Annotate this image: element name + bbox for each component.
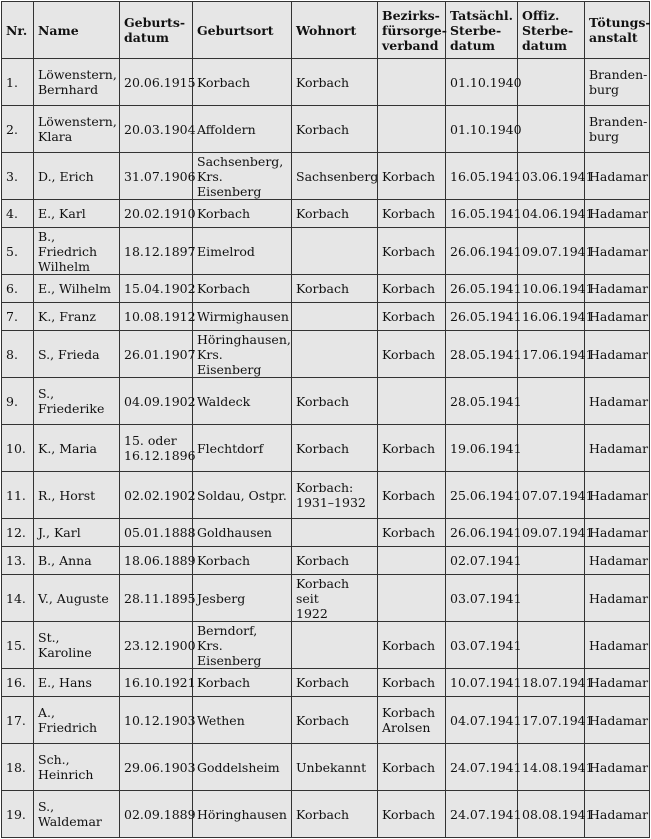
cell-birth-date: 02.02.1902 <box>120 472 193 519</box>
cell-birth-date: 20.03.1904 <box>120 106 193 153</box>
cell-birth-date: 26.01.1907 <box>120 331 193 378</box>
cell-birthplace: Soldau, Ostpr. <box>193 472 292 519</box>
cell-welfare-association: Korbach <box>378 744 446 791</box>
cell-killing-facility: Hadamar <box>585 200 650 228</box>
cell-birthplace: Affoldern <box>193 106 292 153</box>
cell-birthplace: Wethen <box>193 697 292 744</box>
cell-welfare-association: Korbach <box>378 425 446 472</box>
cell-birthplace: Korbach <box>193 59 292 106</box>
cell-official-death-date: 18.07.1941 <box>518 669 585 697</box>
header-row <box>2 2 650 59</box>
cell-killing-facility: Branden- burg <box>585 106 650 153</box>
cell-name: J., Karl <box>34 519 120 547</box>
cell-nr: 12. <box>2 519 34 547</box>
cell-killing-facility: Hadamar <box>585 228 650 275</box>
table-row <box>2 697 650 744</box>
cell-residence: Korbach <box>292 59 378 106</box>
cell-birth-date: 31.07.1906 <box>120 153 193 200</box>
cell-name: E., Wilhelm <box>34 275 120 303</box>
table-row <box>2 622 650 669</box>
cell-official-death-date: 16.06.1941 <box>518 303 585 331</box>
cell-actual-death-date: 01.10.1940 <box>446 59 518 106</box>
header-killing-facility: Tötungs- anstalt <box>585 2 650 59</box>
table-row <box>2 275 650 303</box>
cell-residence: Korbach <box>292 106 378 153</box>
header-birthplace: Geburtsort <box>193 2 292 59</box>
cell-killing-facility: Hadamar <box>585 153 650 200</box>
table-row <box>2 200 650 228</box>
table-row <box>2 744 650 791</box>
cell-official-death-date <box>518 106 585 153</box>
cell-nr: 17. <box>2 697 34 744</box>
cell-killing-facility: Hadamar <box>585 744 650 791</box>
cell-official-death-date <box>518 59 585 106</box>
cell-name: Sch., Heinrich <box>34 744 120 791</box>
cell-nr: 9. <box>2 378 34 425</box>
cell-actual-death-date: 10.07.1941 <box>446 669 518 697</box>
cell-residence: Korbach <box>292 697 378 744</box>
cell-residence <box>292 622 378 669</box>
table-row <box>2 519 650 547</box>
cell-actual-death-date: 01.10.1940 <box>446 106 518 153</box>
cell-welfare-association: Korbach Arolsen <box>378 697 446 744</box>
cell-welfare-association: Korbach <box>378 228 446 275</box>
cell-official-death-date: 07.07.1941 <box>518 472 585 519</box>
cell-birthplace: Sachsenberg, Krs. Eisenberg <box>193 153 292 200</box>
cell-residence: Korbach <box>292 669 378 697</box>
cell-name: D., Erich <box>34 153 120 200</box>
cell-actual-death-date: 25.06.1941 <box>446 472 518 519</box>
cell-actual-death-date: 02.07.1941 <box>446 547 518 575</box>
cell-birthplace: Höringhausen <box>193 791 292 838</box>
cell-name: E., Hans <box>34 669 120 697</box>
table-row <box>2 59 650 106</box>
cell-residence: Korbach seit 1922 <box>292 575 378 622</box>
cell-birth-date: 18.06.1889 <box>120 547 193 575</box>
cell-nr: 2. <box>2 106 34 153</box>
cell-welfare-association: Korbach <box>378 472 446 519</box>
cell-nr: 18. <box>2 744 34 791</box>
cell-official-death-date <box>518 547 585 575</box>
cell-welfare-association: Korbach <box>378 791 446 838</box>
cell-nr: 3. <box>2 153 34 200</box>
cell-official-death-date <box>518 425 585 472</box>
cell-killing-facility: Hadamar <box>585 519 650 547</box>
header-official-death-date: Offiz. Sterbe- datum <box>518 2 585 59</box>
cell-official-death-date: 09.07.1941 <box>518 519 585 547</box>
cell-nr: 1. <box>2 59 34 106</box>
cell-actual-death-date: 28.05.1941 <box>446 378 518 425</box>
table-row <box>2 153 650 200</box>
cell-nr: 14. <box>2 575 34 622</box>
header-actual-death-date: Tatsächl. Sterbe- datum <box>446 2 518 59</box>
cell-name: Löwenstern, Klara <box>34 106 120 153</box>
cell-actual-death-date: 16.05.1941 <box>446 200 518 228</box>
table-row <box>2 547 650 575</box>
cell-welfare-association <box>378 378 446 425</box>
cell-birth-date: 29.06.1903 <box>120 744 193 791</box>
cell-welfare-association <box>378 575 446 622</box>
cell-name: B., Anna <box>34 547 120 575</box>
cell-actual-death-date: 24.07.1941 <box>446 791 518 838</box>
cell-killing-facility: Hadamar <box>585 303 650 331</box>
cell-nr: 5. <box>2 228 34 275</box>
cell-welfare-association: Korbach <box>378 669 446 697</box>
cell-nr: 13. <box>2 547 34 575</box>
cell-name: K., Franz <box>34 303 120 331</box>
cell-residence <box>292 303 378 331</box>
table-row <box>2 575 650 622</box>
cell-birth-date: 23.12.1900 <box>120 622 193 669</box>
cell-birth-date: 20.06.1915 <box>120 59 193 106</box>
cell-killing-facility: Hadamar <box>585 472 650 519</box>
header-nr: Nr. <box>2 2 34 59</box>
cell-residence <box>292 331 378 378</box>
cell-nr: 8. <box>2 331 34 378</box>
cell-welfare-association <box>378 59 446 106</box>
cell-nr: 11. <box>2 472 34 519</box>
cell-actual-death-date: 26.06.1941 <box>446 519 518 547</box>
cell-killing-facility: Hadamar <box>585 575 650 622</box>
cell-official-death-date: 08.08.1941 <box>518 791 585 838</box>
table-row <box>2 791 650 838</box>
cell-welfare-association <box>378 106 446 153</box>
header-name: Name <box>34 2 120 59</box>
cell-birth-date: 15. oder 16.12.1896 <box>120 425 193 472</box>
cell-actual-death-date: 19.06.1941 <box>446 425 518 472</box>
cell-birth-date: 15.04.1902 <box>120 275 193 303</box>
cell-welfare-association: Korbach <box>378 275 446 303</box>
cell-nr: 4. <box>2 200 34 228</box>
cell-residence: Sachsenberg <box>292 153 378 200</box>
cell-official-death-date: 17.07.1941 <box>518 697 585 744</box>
cell-birthplace: Flechtdorf <box>193 425 292 472</box>
cell-birthplace: Eimelrod <box>193 228 292 275</box>
table-row <box>2 378 650 425</box>
cell-name: K., Maria <box>34 425 120 472</box>
cell-birthplace: Goddelsheim <box>193 744 292 791</box>
cell-birth-date: 10.08.1912 <box>120 303 193 331</box>
cell-residence: Korbach <box>292 378 378 425</box>
cell-residence: Korbach <box>292 425 378 472</box>
table-row <box>2 472 650 519</box>
cell-birthplace: Korbach <box>193 200 292 228</box>
cell-name: E., Karl <box>34 200 120 228</box>
cell-official-death-date <box>518 575 585 622</box>
cell-residence <box>292 519 378 547</box>
cell-killing-facility: Hadamar <box>585 331 650 378</box>
cell-birthplace: Höringhausen, Krs. Eisenberg <box>193 331 292 378</box>
cell-name: S., Waldemar <box>34 791 120 838</box>
cell-name: St., Karoline <box>34 622 120 669</box>
cell-nr: 19. <box>2 791 34 838</box>
cell-actual-death-date: 24.07.1941 <box>446 744 518 791</box>
cell-actual-death-date: 28.05.1941 <box>446 331 518 378</box>
cell-residence <box>292 228 378 275</box>
table-row <box>2 669 650 697</box>
cell-residence: Korbach: 1931–1932 <box>292 472 378 519</box>
cell-residence: Unbekannt <box>292 744 378 791</box>
header-birth-date: Geburts- datum <box>120 2 193 59</box>
table-row <box>2 425 650 472</box>
cell-killing-facility: Hadamar <box>585 425 650 472</box>
cell-birth-date: 28.11.1895 <box>120 575 193 622</box>
cell-birthplace: Waldeck <box>193 378 292 425</box>
cell-name: V., Auguste <box>34 575 120 622</box>
cell-killing-facility: Hadamar <box>585 275 650 303</box>
cell-birthplace: Wirmighausen <box>193 303 292 331</box>
cell-killing-facility: Branden- burg <box>585 59 650 106</box>
cell-birth-date: 05.01.1888 <box>120 519 193 547</box>
cell-birth-date: 04.09.1902 <box>120 378 193 425</box>
cell-welfare-association: Korbach <box>378 303 446 331</box>
cell-welfare-association: Korbach <box>378 200 446 228</box>
cell-residence: Korbach <box>292 791 378 838</box>
cell-actual-death-date: 03.07.1941 <box>446 575 518 622</box>
table-row <box>2 228 650 275</box>
cell-name: S., Friederike <box>34 378 120 425</box>
cell-birthplace: Korbach <box>193 547 292 575</box>
cell-killing-facility: Hadamar <box>585 622 650 669</box>
cell-nr: 7. <box>2 303 34 331</box>
cell-birth-date: 16.10.1921 <box>120 669 193 697</box>
cell-official-death-date: 14.08.1941 <box>518 744 585 791</box>
cell-killing-facility: Hadamar <box>585 697 650 744</box>
cell-actual-death-date: 26.05.1941 <box>446 275 518 303</box>
cell-name: B., Friedrich Wilhelm <box>34 228 120 275</box>
cell-welfare-association: Korbach <box>378 519 446 547</box>
cell-birthplace: Korbach <box>193 669 292 697</box>
cell-residence: Korbach <box>292 200 378 228</box>
cell-official-death-date: 17.06.1941 <box>518 331 585 378</box>
cell-name: R., Horst <box>34 472 120 519</box>
cell-name: Löwenstern, Bernhard <box>34 59 120 106</box>
cell-residence: Korbach <box>292 275 378 303</box>
cell-birth-date: 02.09.1889 <box>120 791 193 838</box>
table-row <box>2 303 650 331</box>
cell-actual-death-date: 03.07.1941 <box>446 622 518 669</box>
cell-killing-facility: Hadamar <box>585 378 650 425</box>
cell-birth-date: 10.12.1903 <box>120 697 193 744</box>
cell-welfare-association: Korbach <box>378 331 446 378</box>
cell-birthplace: Goldhausen <box>193 519 292 547</box>
cell-actual-death-date: 26.06.1941 <box>446 228 518 275</box>
cell-actual-death-date: 26.05.1941 <box>446 303 518 331</box>
cell-name: S., Frieda <box>34 331 120 378</box>
cell-name: A., Friedrich <box>34 697 120 744</box>
cell-official-death-date <box>518 378 585 425</box>
cell-actual-death-date: 04.07.1941 <box>446 697 518 744</box>
cell-official-death-date: 03.06.1941 <box>518 153 585 200</box>
cell-birthplace: Jesberg <box>193 575 292 622</box>
cell-residence: Korbach <box>292 547 378 575</box>
cell-killing-facility: Hadamar <box>585 791 650 838</box>
table-row <box>2 106 650 153</box>
cell-official-death-date <box>518 622 585 669</box>
cell-nr: 15. <box>2 622 34 669</box>
cell-official-death-date: 10.06.1941 <box>518 275 585 303</box>
header-welfare-association: Bezirks- fürsorge- verband <box>378 2 446 59</box>
cell-killing-facility: Hadamar <box>585 669 650 697</box>
header-residence: Wohnort <box>292 2 378 59</box>
cell-nr: 16. <box>2 669 34 697</box>
cell-birth-date: 18.12.1897 <box>120 228 193 275</box>
cell-welfare-association <box>378 547 446 575</box>
cell-welfare-association: Korbach <box>378 153 446 200</box>
cell-actual-death-date: 16.05.1941 <box>446 153 518 200</box>
cell-nr: 6. <box>2 275 34 303</box>
cell-official-death-date: 09.07.1941 <box>518 228 585 275</box>
cell-birthplace: Berndorf, Krs. Eisenberg <box>193 622 292 669</box>
cell-official-death-date: 04.06.1941 <box>518 200 585 228</box>
table-row <box>2 331 650 378</box>
victims-table <box>1 1 650 838</box>
cell-birthplace: Korbach <box>193 275 292 303</box>
cell-nr: 10. <box>2 425 34 472</box>
cell-birth-date: 20.02.1910 <box>120 200 193 228</box>
cell-welfare-association: Korbach <box>378 622 446 669</box>
cell-killing-facility: Hadamar <box>585 547 650 575</box>
